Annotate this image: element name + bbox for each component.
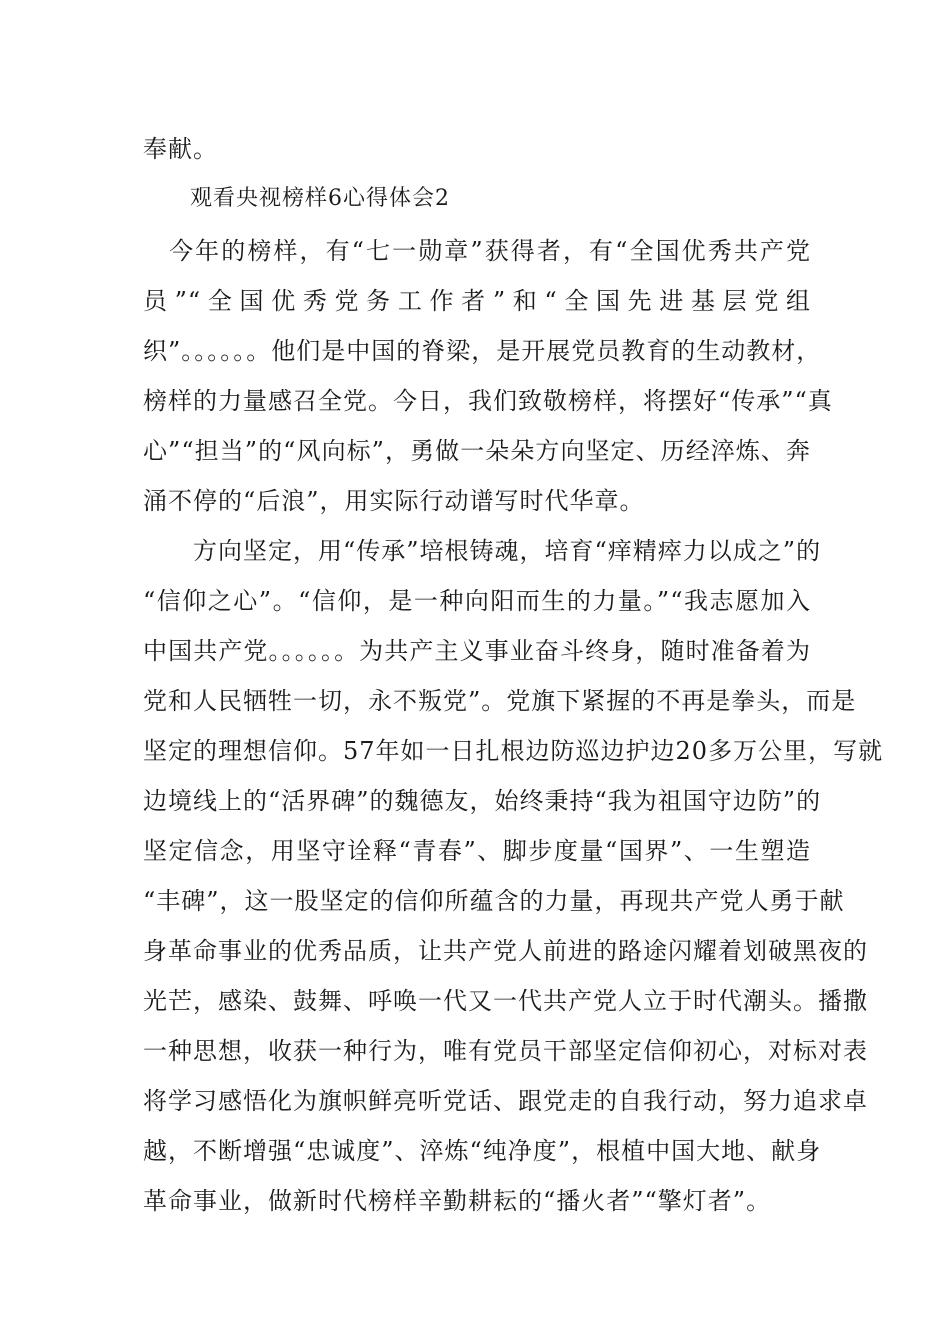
- text-line: 榜样的力量感召全党。今日，我们致敬榜样，将摆好“传承”“真: [143, 387, 833, 415]
- text-line: 坚定信念，用坚守诠释“青春”、脚步度量“国界”、一生塑造: [143, 837, 811, 865]
- text-line: 边境线上的“活界碑”的魏德友，始终秉持“我为祖国守边防”的: [143, 787, 822, 815]
- text-line: 员”“全国优秀党务工作者”和“全国先进基层党组: [143, 287, 811, 315]
- text-line: 涌不停的“后浪”，用实际行动谱写时代华章。: [143, 487, 645, 515]
- text-line: 方向坚定，用“传承”培根铸魂，培育“痒精瘁力以成之”的: [143, 537, 822, 565]
- text-line: 将学习感悟化为旗帜鲜亮听党话、跟党走的自我行动，努力追求卓: [143, 1087, 868, 1115]
- paragraph-1: [143, 226, 833, 526]
- text-line: 坚定的理想信仰。57年如一日扎根边防巡边护边20多万公里，写就: [143, 737, 884, 765]
- text-line: 党和人民牺牲一切，永不叛党”。党旗下紧握的不再是拳头，而是: [143, 687, 857, 715]
- text-line: 今年的榜样，有“七一勋章”获得者，有“全国优秀共产党: [143, 237, 811, 265]
- text-line: 一种思想，收获一种行为，唯有党员干部坚定信仰初心，对标对表: [143, 1037, 868, 1065]
- paragraph-2: [143, 526, 884, 1226]
- text-line: 越，不断增强“忠诚度”、淬炼“纯净度”，根植中国大地、献身: [143, 1137, 822, 1165]
- text-line: 织”。。。。。。他们是中国的脊梁，是开展党员教育的生动教材，: [143, 337, 822, 365]
- text-line: “信仰之心”。“信仰，是一种向阳而生的力量。”“我志愿加入: [143, 587, 811, 615]
- text-line: 奉献。: [143, 135, 218, 163]
- text-line: 心”“担当”的“风向标”，勇做一朵朵方向坚定、历经淬炼、奔: [143, 437, 811, 465]
- text-line: 革命事业，做新时代榜样辛勤耕耘的“播火者”“擎灯者”。: [143, 1187, 772, 1215]
- text-line: “丰碑”，这一股坚定的信仰所蕴含的力量，再现共产党人勇于献: [143, 887, 845, 915]
- text-line: 身革命事业的优秀品质，让共产党人前进的路途闪耀着划破黑夜的: [143, 937, 868, 965]
- text-line: 光芒，感染、鼓舞、呼唤一代又一代共产党人立于时代潮头。播撒: [143, 987, 868, 1015]
- section-heading: 观看央视榜样6心得体会2: [190, 186, 450, 211]
- text-line: 中国共产党。。。。。。为共产主义事业奋斗终身，随时准备着为: [143, 637, 811, 665]
- opening-line: [143, 124, 811, 174]
